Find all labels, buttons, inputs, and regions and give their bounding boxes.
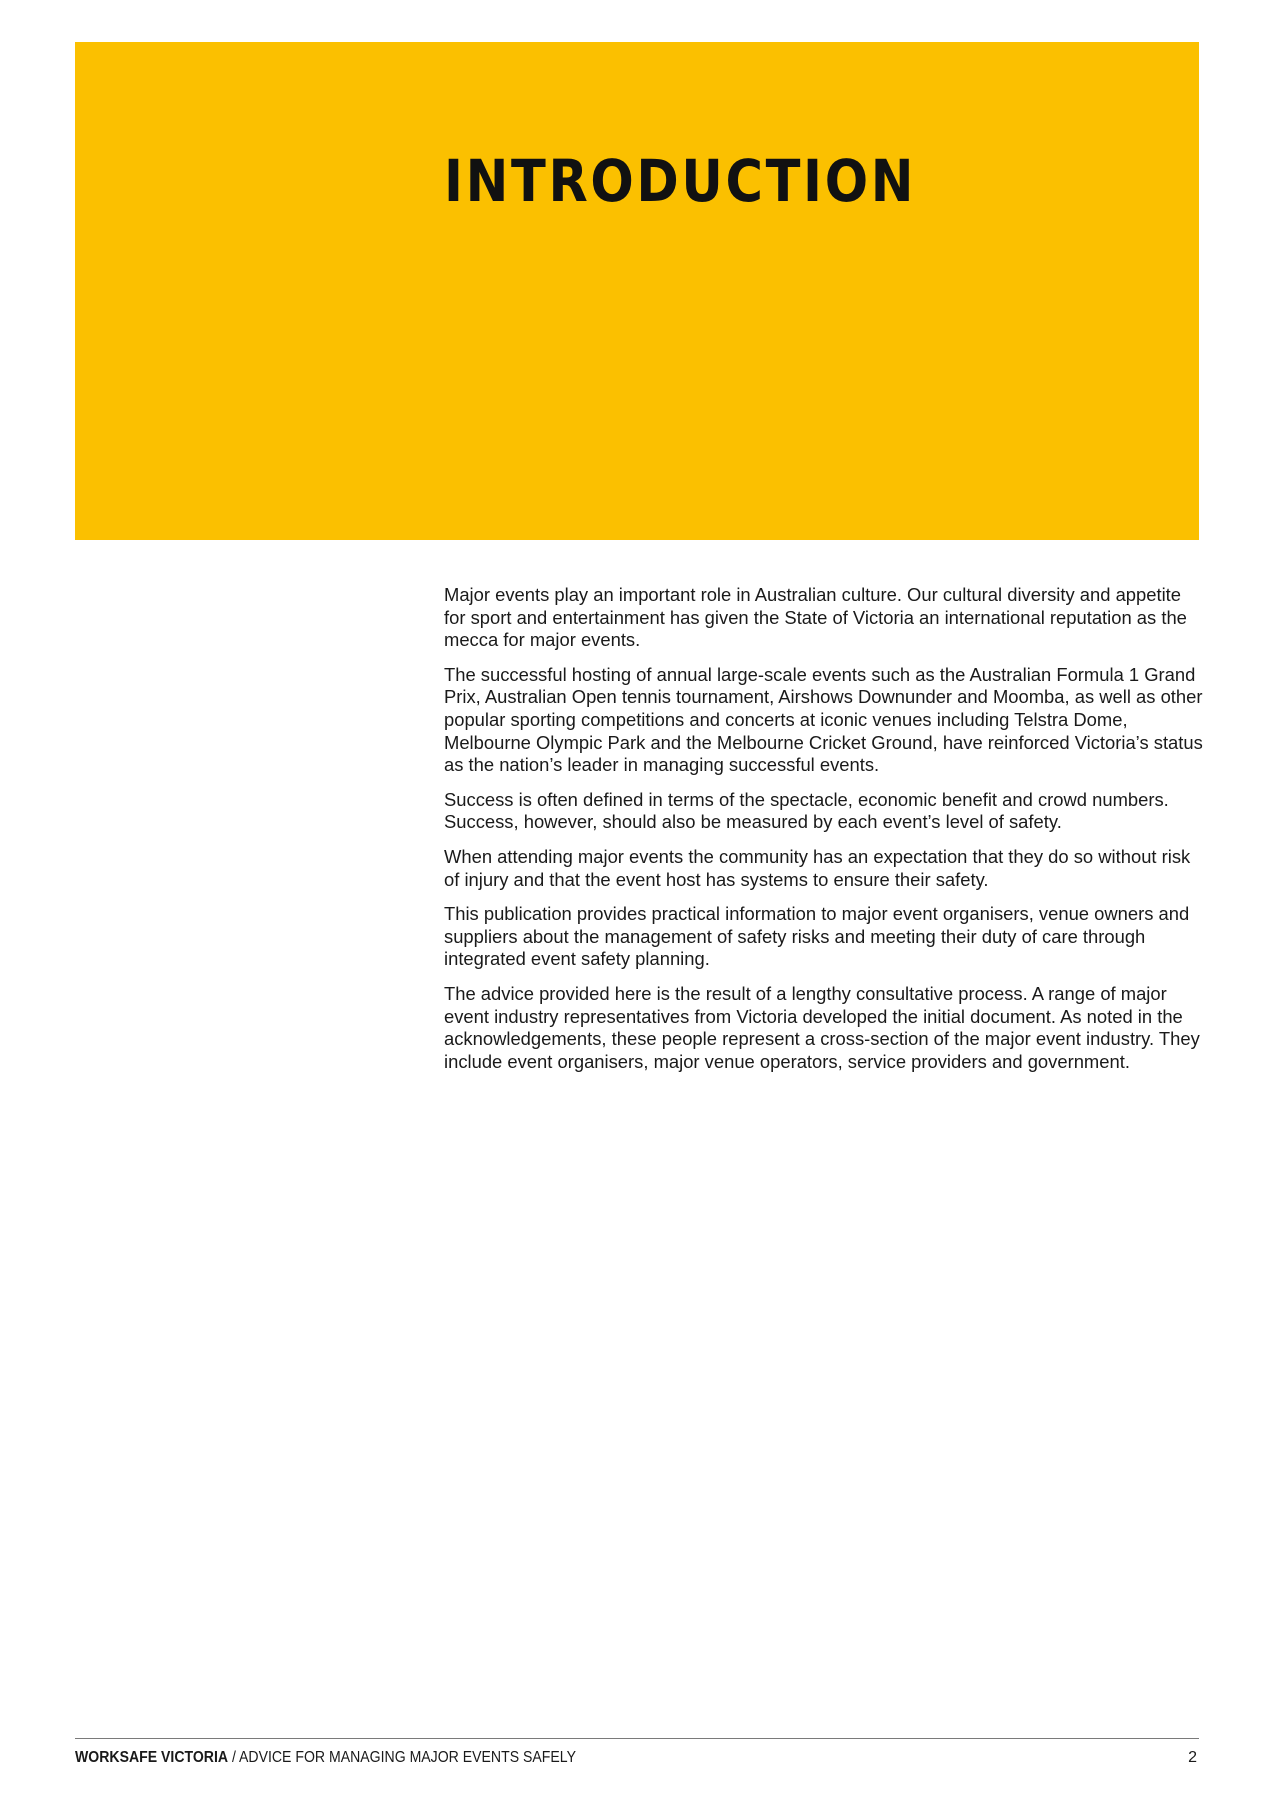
paragraph: The advice provided here is the result of a lengthy consultative process. A range of major event industry representatives from Victoria developed the initial document. As noted in the acknowledgements, these people represent a cross-section of the major event industry. They include event organisers, major venue operators, service providers and government. [444, 982, 1200, 1072]
footer-separator: / [228, 1749, 240, 1766]
paragraph: The successful hosting of annual large-scale events such as the Australian Formula 1 Grand Prix, Australian Open tennis tournament, Airshows Downunder and Moomba, as well as other popular sporting competitions and concerts at iconic venues including Telstra Dome, Melbourne Olympic Park and the Melbourne Cricket Ground, have reinforced Victoria’s status as the nation’s leader in managing successful events. [444, 663, 1203, 776]
page-title: INTRODUCTION [444, 147, 917, 215]
paragraph: Success is often defined in terms of the spectacle, economic benefit and crowd numbers. Success, however, should also be measured by each event’s level of safety. [444, 788, 1169, 833]
paragraph: This publication provides practical information to major event organisers, venue owners and suppliers about the management of safety risks and meeting their duty of care through integrated event safety planning. [444, 903, 1190, 970]
footer-running-title [75, 1748, 576, 1768]
body-text [444, 584, 1204, 1085]
paragraph: When attending major events the community has an expectation that they do so without risk of injury and that the event host has systems to ensure their safety. [444, 845, 1191, 890]
footer-brand: WORKSAFE VICTORIA [75, 1749, 229, 1766]
paragraph: Major events play an important role in Australian culture. Our cultural diversity and appetite for sport and entertainment has given the State of Victoria an international reputation as the mecca for major events. [444, 584, 1187, 651]
header-banner [75, 42, 1199, 540]
page-number: 2 [1188, 1749, 1197, 1766]
page-footer [75, 1748, 1199, 1772]
footer-publication-title: ADVICE FOR MANAGING MAJOR EVENTS SAFELY [239, 1749, 576, 1766]
footer-divider [75, 1738, 1199, 1739]
